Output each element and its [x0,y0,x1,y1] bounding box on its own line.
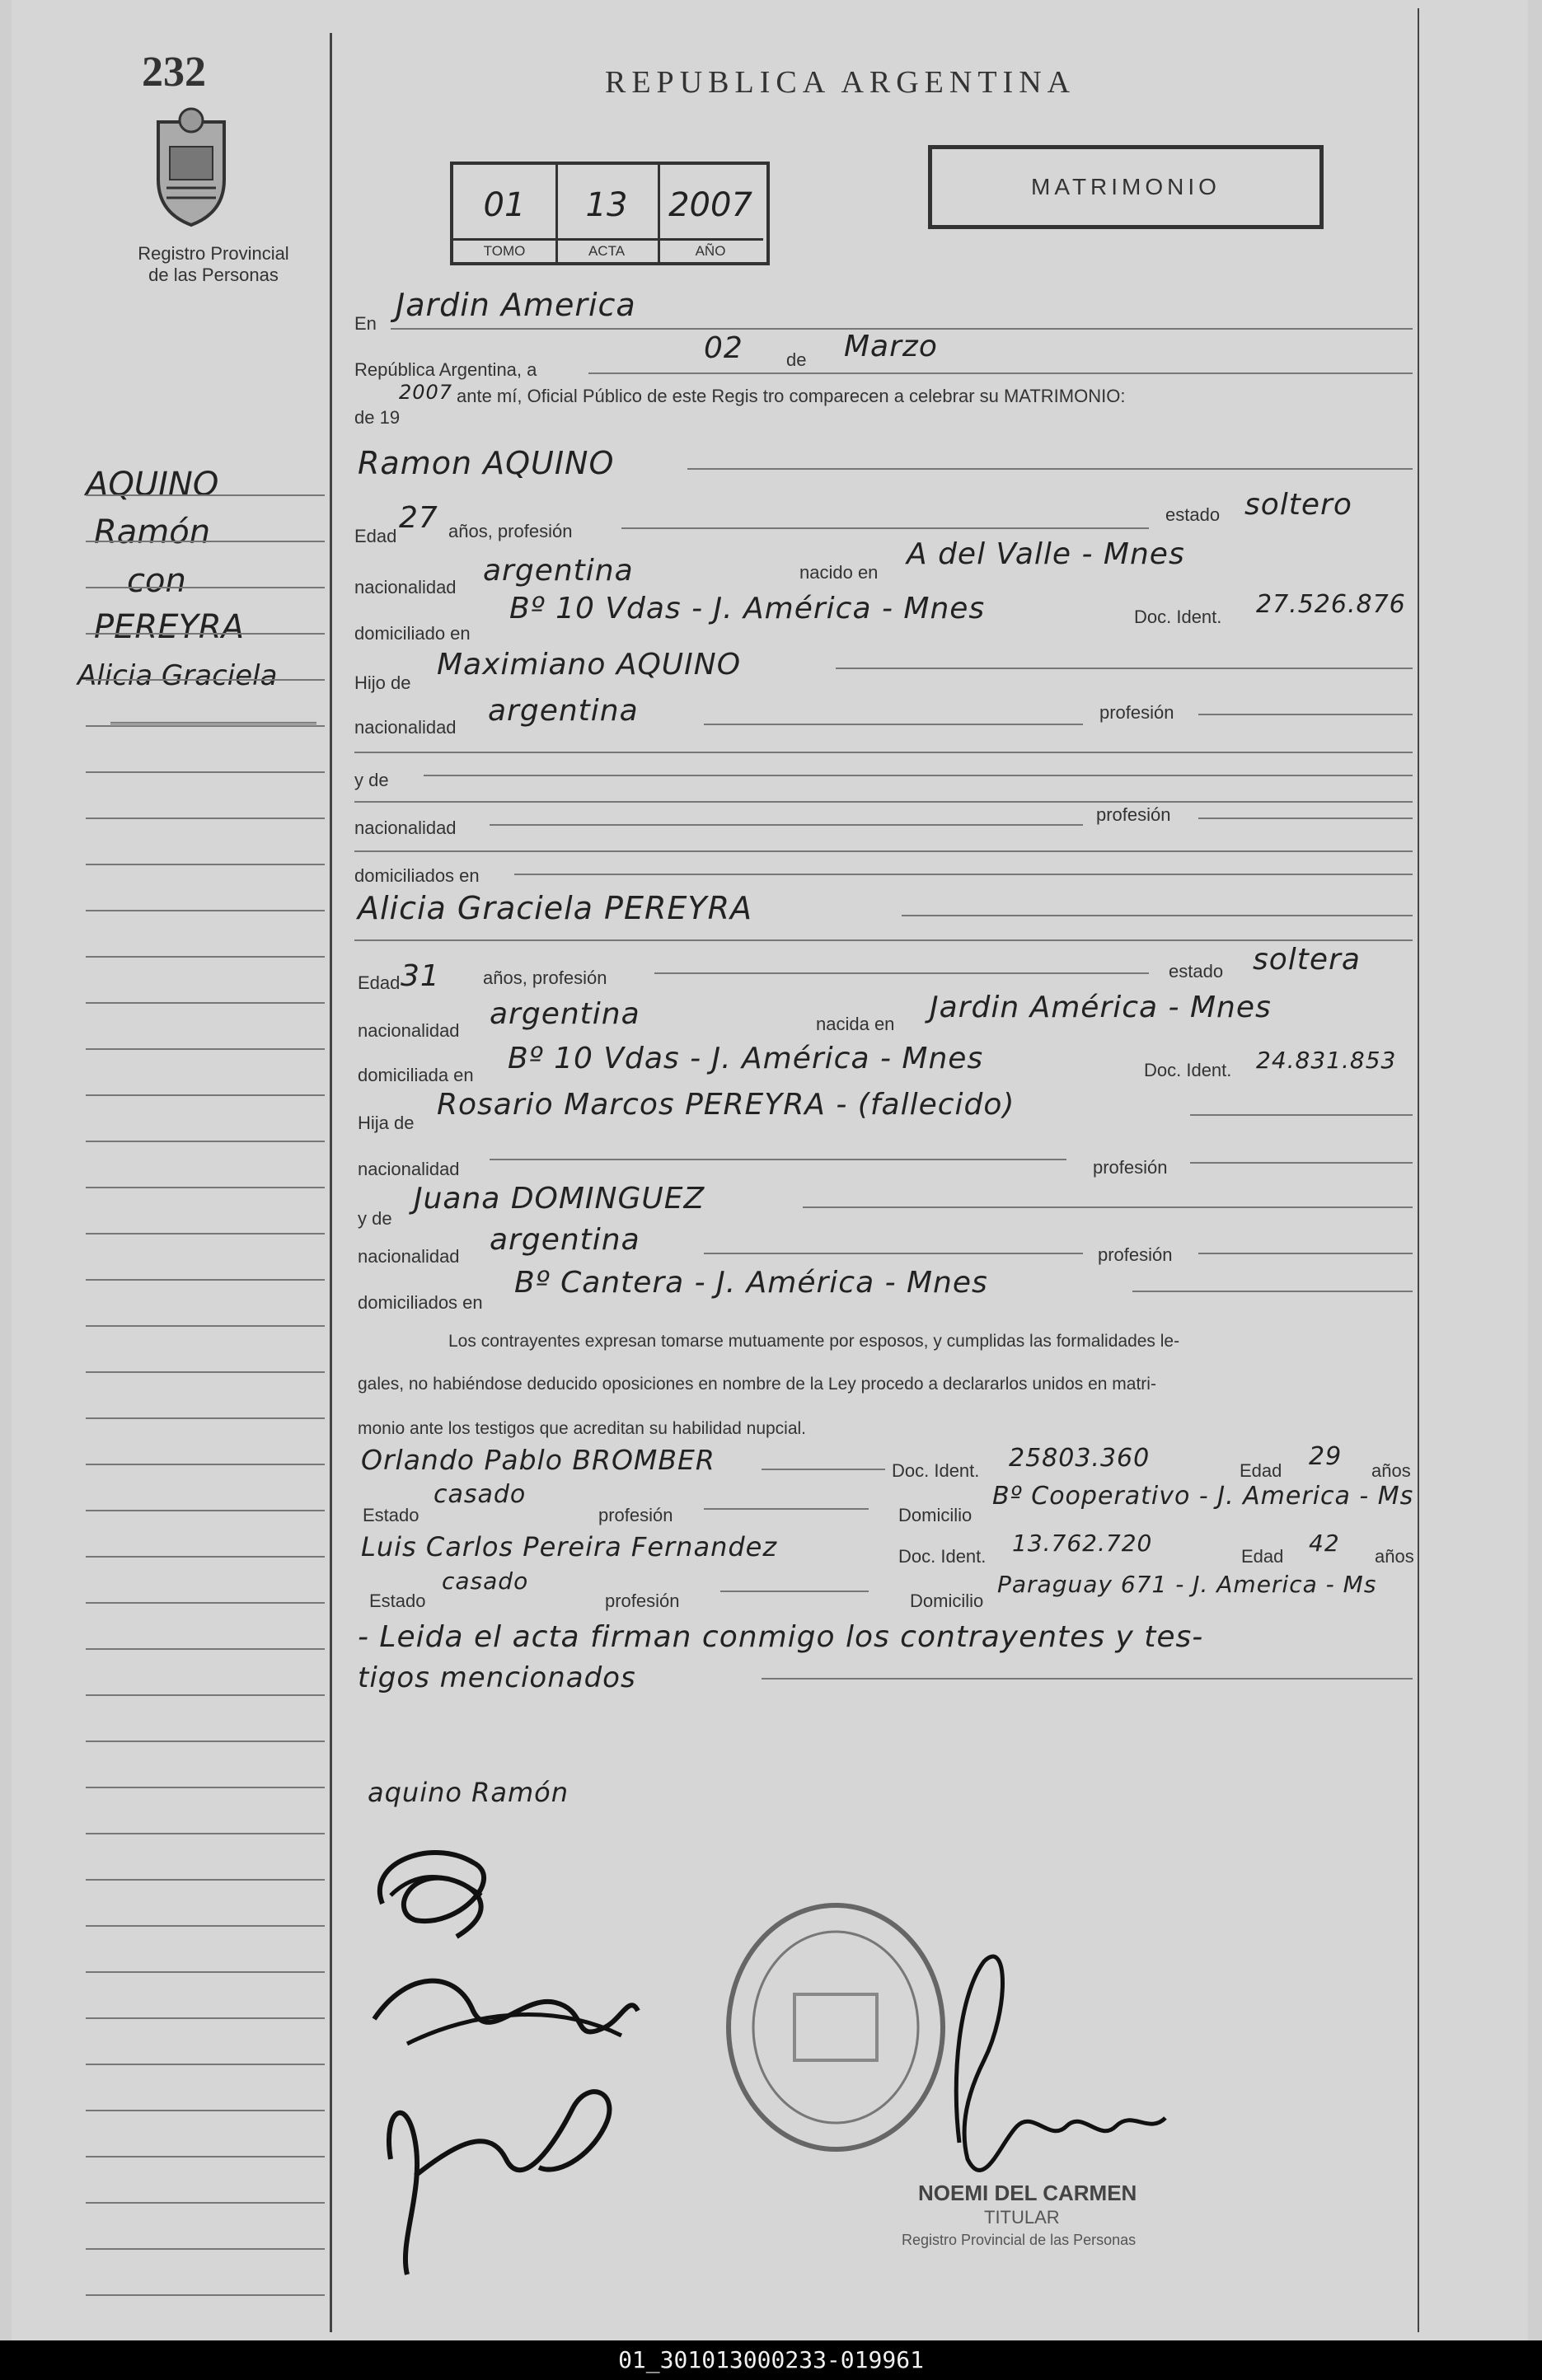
margin-surname-1: AQUINO [86,466,219,504]
margin-ruled-line [86,1740,325,1742]
witness1-age: 29 [1309,1442,1343,1471]
bride-doc: 24.831.853 [1256,1047,1397,1074]
bride-parents-dom-line [1132,1291,1413,1292]
bride-edad-label: Edad [358,972,401,993]
acta-cell [555,165,660,262]
bride-blank-line [354,939,1413,941]
groom-father-nac-label: nacionalidad [354,717,457,738]
bride-dom-label: domiciliada en [358,1065,474,1085]
witness1-doc-label: Doc. Ident. [892,1460,980,1481]
provincial-seal-emblem [142,105,241,227]
bride-mother-nac: argentina [490,1223,640,1257]
witness1-prof-label: profesión [598,1505,673,1525]
groom-dom-label: domiciliado en [354,623,471,644]
margin-ruled-line [86,1879,325,1881]
margin-ruled-line [86,679,325,681]
margin-ruled-line [86,2248,325,2250]
margin-ruled-line [86,910,325,911]
margin-ruled-line [86,2017,325,2019]
groom-hijo-label: Hijo de [354,672,411,693]
groom-father-nac: argentina [488,694,639,728]
witness2-name: Luis Carlos Pereira Fernandez [361,1531,778,1562]
year-prefix-label: de 19 [354,407,401,428]
witness1-prof-line [704,1508,869,1510]
groom-born: A del Valle - Mnes [907,537,1185,571]
bride-edad-line [654,972,1149,974]
margin-ruled-line [86,1833,325,1834]
margin-ruled-line [86,956,325,958]
document-type-box [928,145,1324,229]
margin-ruled-line [86,1141,325,1142]
margin-ruled-line [86,1787,325,1788]
witness2-estado: casado [442,1567,529,1595]
bride-nac-label: nacionalidad [358,1020,460,1041]
bride-anos-profesion: años, profesión [483,967,607,988]
groom-blank-line-1 [354,752,1413,753]
witness2-edad-label: Edad [1241,1546,1284,1567]
witness2-dom: Paraguay 671 - J. America - Ms [997,1571,1377,1598]
de-label: de [786,349,807,370]
margin-ruled-line [86,1371,325,1373]
witness1-dom-label: Domicilio [898,1505,973,1525]
bride-parents-dom: Bº Cantera - J. América - Mnes [514,1266,988,1300]
bride-father-nac-line [490,1159,1066,1160]
margin-ruled-line [86,1510,325,1511]
groom-mother-line [424,775,1413,776]
margin-ruled-line [86,494,325,496]
republic-heading: REPUBLICA ARGENTINA [605,65,1076,100]
bride-mother-line [803,1206,1413,1208]
margin-ruled-line [86,864,325,865]
bride-name: Alicia Graciela PEREYRA [358,890,752,926]
closing-line-2: tigos mencionados [358,1661,636,1694]
year-value: 2007 [399,381,453,404]
bride-nacida-label: nacida en [816,1014,895,1034]
tomo-label: TOMO [453,238,555,262]
margin-ruled-line [86,1971,325,1973]
margin-ruled-line [86,1187,325,1188]
margin-ruled-line [86,1325,325,1327]
margin-con: con [127,562,186,600]
signature-aquino-text: aquino Ramón [368,1777,569,1808]
witness2-prof-label: profesión [605,1591,680,1611]
signatures-and-seal [358,1830,1264,2291]
bride-father-prof-line [1190,1162,1413,1164]
tomo-cell [453,165,558,262]
groom-parents-dom-line [514,874,1413,875]
en-label: En [354,313,377,334]
bride-nac: argentina [490,997,640,1031]
margin-ruled-line [86,1279,325,1281]
margin-ruled-line [86,1602,325,1604]
groom-father-line [836,668,1413,669]
bride-parents-dom-label: domiciliados en [358,1292,483,1313]
witness2-prof-line [720,1591,869,1592]
groom-blank-line-2 [354,801,1413,803]
groom-parents-dom-label: domiciliados en [354,865,480,886]
groom-mother-prof-line [1198,818,1413,819]
witness2-doc-label: Doc. Ident. [898,1546,987,1567]
groom-edad-label: Edad [354,526,397,546]
groom-name-line [687,468,1413,470]
official-stamp-line-1: NOEMI DEL CARMEN [918,2181,1137,2205]
witness1-doc: 25803.360 [1009,1444,1151,1473]
groom-dom: Bº 10 Vdas - J. América - Mnes [509,592,986,625]
bride-father-line [1190,1114,1413,1116]
witness1-dom: Bº Cooperativo - J. America - Ms [992,1482,1414,1511]
bride-mother-prof-line [1198,1253,1413,1254]
groom-father: Maximiano AQUINO [437,648,742,682]
witness1-name: Orlando Pablo BROMBER [361,1444,715,1476]
filename-text: 01_301013000233-019961 [618,2346,924,2373]
republica-label: República Argentina, a [354,359,537,380]
bride-estado-label: estado [1169,961,1224,982]
bride-dom: Bº 10 Vdas - J. América - Mnes [508,1042,984,1075]
margin-ruled-line [86,1464,325,1465]
margin-ruled-line [86,818,325,819]
place-value: Jardin America [396,287,636,323]
witness1-anos-label: años [1371,1460,1411,1481]
month-value: Marzo [844,330,938,363]
margin-ruled-line [86,1417,325,1419]
witness2-anos-label: años [1375,1546,1414,1567]
groom-nacido-label: nacido en [799,562,879,583]
acta-number-box [450,162,770,265]
bride-father-nac-label: nacionalidad [358,1159,460,1179]
registry-line-2: de las Personas [148,265,279,285]
groom-father-nac-line [704,724,1083,725]
groom-father-prof-line [1198,714,1413,715]
date-line [588,372,1413,374]
margin-rule [330,33,332,2332]
bride-mother: Juana DOMINGUEZ [414,1182,705,1216]
bride-mother-label: y de [358,1208,392,1229]
groom-mother-nac-label: nacionalidad [354,818,457,838]
margin-ruled-line [86,2156,325,2157]
groom-doc-label: Doc. Ident. [1134,607,1222,627]
margin-ruled-line [86,771,325,773]
groom-father-prof-label: profesión [1099,702,1174,723]
groom-doc: 27.526.876 [1256,590,1406,619]
groom-nac: argentina [483,554,634,588]
groom-mother-prof-label: profesión [1096,804,1171,825]
bride-name-line [902,915,1413,916]
closing-line-fill [762,1678,1413,1680]
bride-mother-nac-line [704,1253,1083,1254]
legal-text-3: monio ante los testigos que acreditan su habilidad nupcial. [358,1419,807,1438]
acta-label: ACTA [555,238,658,262]
right-rule [1418,8,1419,2332]
witness1-estado: casado [434,1480,527,1509]
groom-age: 27 [399,501,438,535]
margin-ruled-line [86,2202,325,2204]
groom-mother-label: y de [354,770,389,790]
filename-bar [0,2340,1542,2380]
margin-ruled-line [86,2110,325,2111]
legal-text-1: Los contrayentes expresan tomarse mutuamente por esposos, y cumplidas las formalidades le- [448,1332,1180,1351]
official-stamp-line-2: TITULAR [984,2207,1060,2228]
witness1-estado-label: Estado [363,1505,419,1525]
registry-caption [110,243,316,286]
bride-estado: soltera [1253,943,1361,977]
groom-nac-label: nacionalidad [354,577,457,597]
closing-line-1: - Leida el acta firman conmigo los contrayentes y tes- [358,1620,1204,1654]
margin-given-1: Ramón [94,513,211,551]
groom-blank-line-3 [354,850,1413,852]
bride-age: 31 [401,959,440,993]
margin-ruled-line [86,725,325,727]
bride-mother-prof-label: profesión [1098,1244,1173,1265]
margin-ruled-line [86,587,325,588]
record-sheet [12,0,1528,2340]
margin-ruled-line [86,541,325,542]
official-stamp-line-3: Registro Provincial de las Personas [902,2232,1137,2248]
ante-mi-text: ante mí, Oficial Público de este Regis tro comparecen a celebrar su MATRIMONIO: [457,386,1126,406]
groom-name: Ramon AQUINO [358,445,615,481]
margin-ruled-line [86,1094,325,1096]
registry-line-1: Registro Provincial [138,243,289,264]
margin-given-2: Alicia Graciela [77,659,278,692]
margin-ruled-line [86,2064,325,2065]
ano-value: 2007 [668,186,752,224]
bride-doc-label: Doc. Ident. [1144,1060,1232,1080]
groom-anos-profesion: años, profesión [448,521,573,541]
bride-father: Rosario Marcos PEREYRA - (fallecido) [437,1088,1015,1122]
ano-cell [658,165,763,262]
margin-ruled-line [86,2294,325,2296]
margin-ruled-line [86,1048,325,1050]
margin-surname-2: PEREYRA [94,608,245,646]
witness2-doc: 13.762.720 [1012,1530,1153,1557]
margin-underline [110,722,316,724]
bride-hija-label: Hija de [358,1113,415,1133]
acta-value: 13 [585,186,628,224]
document-type: MATRIMONIO [1031,174,1221,199]
margin-ruled-line [86,1648,325,1650]
groom-mother-nac-line [490,824,1083,826]
groom-estado-label: estado [1165,504,1221,525]
witness2-age: 42 [1309,1530,1340,1557]
bride-born: Jardin América - Mnes [930,991,1272,1024]
ano-label: AÑO [658,238,763,262]
margin-ruled-line [86,1925,325,1927]
witness1-name-line [762,1469,885,1470]
margin-ruled-line [86,633,325,635]
margin-ruled-line [86,1002,325,1004]
bride-mother-nac-label: nacionalidad [358,1246,460,1267]
witness2-estado-label: Estado [369,1591,426,1611]
witness2-dom-label: Domicilio [910,1591,984,1611]
margin-ruled-line [86,1694,325,1696]
groom-estado: soltero [1244,488,1352,522]
tomo-value: 01 [483,186,526,224]
margin-ruled-line [86,1556,325,1558]
witness1-edad-label: Edad [1240,1460,1282,1481]
bride-father-prof-label: profesión [1093,1157,1168,1178]
folio-number: 232 [142,49,206,96]
day-value: 02 [704,331,743,365]
legal-text-2: gales, no habiéndose deducido oposiciones en nombre de la Ley procedo a declararlos unidos en matri- [358,1375,1156,1394]
margin-ruled-line [86,1233,325,1235]
groom-edad-line [621,527,1149,529]
